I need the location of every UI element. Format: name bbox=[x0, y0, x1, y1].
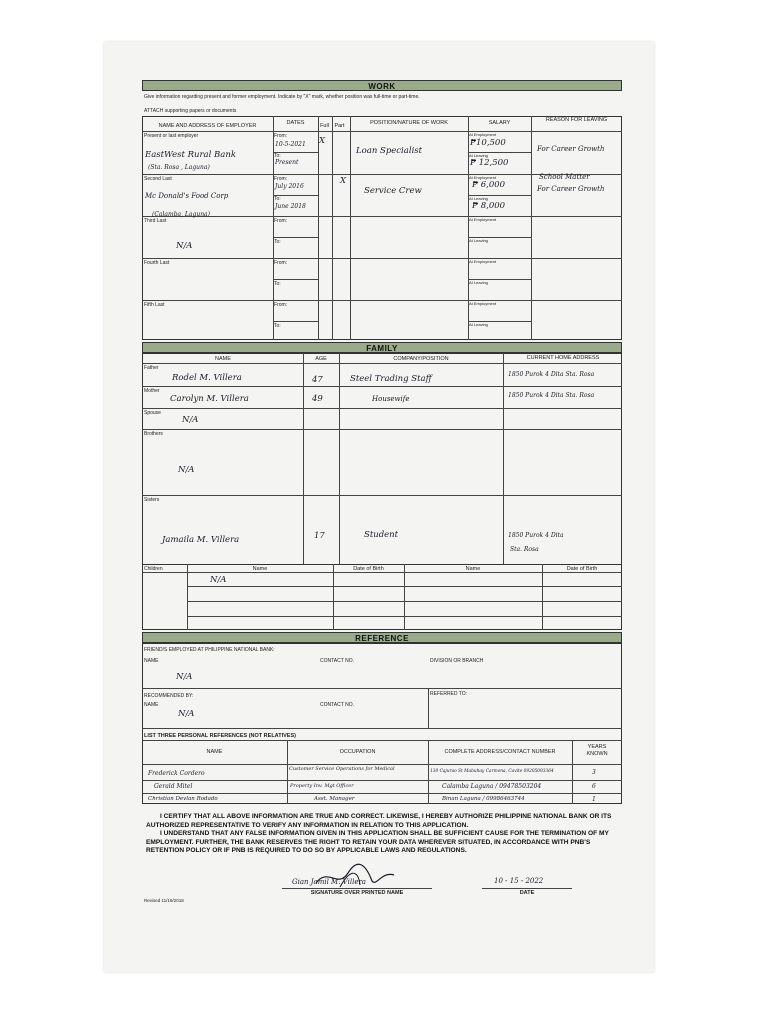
date-label: DATE bbox=[519, 890, 535, 896]
employer-2-from: July 2016 bbox=[275, 183, 304, 190]
at-leaving-label: At Leaving bbox=[469, 153, 488, 158]
application-form bbox=[142, 80, 622, 910]
ref-3-years: 1 bbox=[592, 796, 596, 803]
to-label: To: bbox=[274, 239, 281, 245]
mother-age: 49 bbox=[312, 394, 323, 404]
signature-scribble-icon bbox=[310, 863, 400, 891]
header-part: Part bbox=[334, 123, 345, 129]
from-label: From: bbox=[274, 218, 288, 224]
work-section-header: WORK bbox=[142, 80, 622, 91]
employer-2-name: Mc Donald's Food Corp bbox=[145, 192, 229, 200]
label-mother: Mother bbox=[144, 388, 160, 394]
label-brothers: Brothers bbox=[144, 431, 163, 437]
revised-note: Revised 11/19/2018 bbox=[144, 898, 184, 903]
ref-header-years-2: KNOWN bbox=[586, 751, 608, 757]
family-header-company: COMPANY/POSITION bbox=[393, 356, 449, 362]
father-name: Rodel M. Villera bbox=[172, 373, 242, 383]
employer-3-name: N/A bbox=[176, 241, 193, 251]
recommended-contact-label: CONTACT NO. bbox=[320, 702, 354, 708]
employer-2-to: June 2018 bbox=[275, 203, 306, 210]
employer-1-to: Present bbox=[275, 159, 299, 166]
label-spouse: Spouse bbox=[144, 410, 161, 416]
ref-header-name: NAME bbox=[206, 749, 223, 755]
at-leaving-label: At Leaving bbox=[469, 196, 488, 201]
work-instruction: Give information regarding present and former employment. Indicate by "X" mark, whether position was full-time or part-time. bbox=[144, 94, 420, 100]
ref-1-name: Frederick Cordero bbox=[148, 770, 205, 777]
employer-2-reason-1: School Matter bbox=[539, 173, 590, 181]
at-employment-label: At Employment bbox=[469, 259, 497, 264]
recommended-by-label: RECOMMENDED BY: bbox=[144, 693, 194, 699]
employer-1-from: 10-5-2021 bbox=[275, 141, 306, 148]
children-header-name-2: Name bbox=[465, 566, 481, 572]
employer-2-fulltime-mark: X bbox=[340, 176, 347, 186]
header-reason: REASON FOR LEAVING bbox=[545, 117, 608, 123]
at-leaving-label: At Leaving bbox=[469, 238, 488, 243]
employer-2-address: (Calamba, Laguna) bbox=[152, 211, 210, 218]
at-employment-label: At Employment bbox=[469, 301, 497, 306]
header-position: POSITION/NATURE OF WORK bbox=[370, 120, 448, 126]
employer-2-salary-start: ₱ 6,000 bbox=[472, 180, 506, 190]
sister-name: Jamaila M. Villera bbox=[162, 535, 240, 545]
work-attach-note: ATTACH supporting papers or documents bbox=[144, 108, 237, 114]
sister-company: Student bbox=[364, 530, 399, 540]
employer-1-fulltime-mark: X bbox=[319, 136, 326, 146]
employer-2-salary-end: ₱ 8,000 bbox=[472, 201, 506, 211]
friends-name-label: NAME bbox=[144, 658, 159, 664]
employer-2-reason-2: For Career Growth bbox=[537, 185, 605, 193]
family-header-address: CURRENT HOME ADDRESS bbox=[526, 355, 600, 361]
ref-1-years: 3 bbox=[592, 769, 596, 776]
friends-employed-label: FRIEND/S EMPLOYED AT PHILIPPINE NATIONAL BANK: bbox=[144, 647, 275, 653]
children-header-name: Name bbox=[252, 566, 268, 572]
children-name: N/A bbox=[210, 575, 227, 585]
ref-3-name: Christian Devlan Rodado bbox=[148, 796, 218, 802]
personal-references-title: LIST THREE PERSONAL REFERENCES (NOT RELATIVES) bbox=[144, 733, 296, 739]
friends-contact-label: CONTACT NO. bbox=[320, 658, 354, 664]
ref-2-name: Gerald Mitel bbox=[154, 783, 193, 790]
at-employment-label: At Employment bbox=[469, 217, 497, 222]
row-label-second: Second Last bbox=[144, 176, 172, 182]
certification-text bbox=[146, 813, 618, 856]
sister-address-2: Sta. Rosa bbox=[510, 546, 539, 553]
ref-2-years: 6 bbox=[592, 783, 596, 790]
employer-1-salary-end: ₱ 12,500 bbox=[470, 158, 509, 168]
mother-name: Carolyn M. Villera bbox=[170, 394, 249, 404]
referred-to-label: REFERRED TO: bbox=[430, 691, 468, 697]
family-section-header: FAMILY bbox=[142, 342, 622, 353]
employer-1-address: (Sta. Rosa , Laguna) bbox=[148, 164, 210, 171]
children-table bbox=[142, 564, 622, 630]
label-children: Children bbox=[144, 566, 163, 572]
header-employer: NAME AND ADDRESS OF EMPLOYER bbox=[158, 123, 257, 129]
children-header-dob-2: Date of Birth bbox=[566, 566, 598, 572]
signature-date: 10 - 15 - 2022 bbox=[494, 877, 544, 885]
row-label-third: Third Last bbox=[144, 218, 167, 224]
family-header-age: AGE bbox=[315, 356, 327, 362]
row-label-fourth: Fourth Last bbox=[144, 260, 170, 266]
ref-2-address: Calamba Laguna / 09478503204 bbox=[442, 783, 542, 790]
certification-paragraph-2: I UNDERSTAND THAT ANY FALSE INFORMATION GIVEN IN THIS APPLICATION SHALL BE SUFFICIENT CAUSE FOR THE TERMINATION OF MY EMPLOYMENT. FURTHER, THE BANK RESERVES THE RIGHT TO RETAIN YOUR DATA WHEREVER SITUATED, IN ACCORDANCE WITH PNB'S RETENTION POLICY OR IF PNB IS REQUIRED TO DO SO BY APPLICABLE LAWS AND REGULATIONS. bbox=[146, 830, 609, 855]
reference-section-header: REFERENCE bbox=[142, 632, 622, 643]
employer-1-position: Loan Specialist bbox=[356, 146, 423, 156]
from-label: From: bbox=[274, 133, 288, 139]
mother-address: 1850 Purok 4 Dita Sta. Rosa bbox=[508, 392, 595, 399]
signature-printed-name: Gian Jamil M. Villera bbox=[292, 878, 366, 886]
family-header-name: NAME bbox=[215, 356, 231, 362]
employer-1-reason: For Career Growth bbox=[537, 145, 605, 153]
from-label: From: bbox=[274, 176, 288, 182]
brothers-name: N/A bbox=[178, 465, 195, 475]
from-label: From: bbox=[274, 260, 288, 266]
father-company: Steel Trading Staff bbox=[350, 374, 432, 384]
father-address: 1850 Purok 4 Dita Sta. Rosa bbox=[508, 371, 595, 378]
from-label: From: bbox=[274, 302, 288, 308]
spouse-name: N/A bbox=[182, 415, 199, 425]
ref-1-occupation: Customer Service Operations for Medical bbox=[289, 766, 395, 772]
employer-2-position: Service Crew bbox=[364, 186, 422, 196]
ref-3-address: Binan Laguna / 09986463744 bbox=[442, 796, 525, 802]
label-sisters: Sisters bbox=[144, 497, 160, 503]
ref-header-address: COMPLETE ADDRESS/CONTACT NUMBER bbox=[444, 749, 556, 755]
at-leaving-label: At Leaving bbox=[469, 280, 488, 285]
row-label-fifth: Fifth Last bbox=[144, 302, 165, 308]
header-salary: SALARY bbox=[488, 120, 511, 126]
signature-label: SIGNATURE OVER PRINTED NAME bbox=[310, 890, 404, 896]
at-leaving-label: At Leaving bbox=[469, 322, 488, 327]
employer-1-name: EastWest Rural Bank bbox=[145, 150, 236, 160]
division-branch-label: DIVISION OR BRANCH bbox=[430, 658, 484, 664]
certification-paragraph-1: I CERTIFY THAT ALL ABOVE INFORMATION ARE TRUE AND CORRECT. LIKEWISE, I HEREBY AUTHORIZE PHILIPPINE NATIONAL BANK OR ITS AUTHORIZED REPRESENTATIVE TO VERIFY ANY INFORMATION IN RELATION TO THIS APPLICATION. bbox=[146, 813, 612, 829]
to-label: To: bbox=[274, 196, 281, 202]
children-header-dob: Date of Birth bbox=[353, 566, 384, 572]
father-age: 47 bbox=[312, 375, 323, 385]
to-label: To: bbox=[274, 153, 281, 159]
to-label: To: bbox=[274, 281, 281, 287]
sister-address-1: 1850 Purok 4 Dita bbox=[508, 532, 564, 539]
header-dates: DATES bbox=[286, 120, 305, 126]
ref-1-address: 130 Cajurao St Mabuhay Carmona, Cavite 09205093364 bbox=[430, 769, 554, 774]
mother-company: Housewife bbox=[372, 395, 410, 403]
header-full: Full bbox=[320, 123, 329, 129]
employer-1-salary-start: ₱10,500 bbox=[470, 138, 506, 148]
friends-value: N/A bbox=[176, 672, 193, 682]
recommended-name-label: NAME bbox=[144, 702, 159, 708]
ref-2-occupation: Property Inv. Mgt Officer bbox=[290, 783, 354, 789]
to-label: To: bbox=[274, 323, 281, 329]
sister-age: 17 bbox=[314, 531, 325, 541]
ref-header-years-1: YEARS bbox=[587, 744, 607, 750]
ref-3-occupation: Asst. Manager bbox=[314, 796, 355, 802]
recommended-value: N/A bbox=[178, 709, 195, 719]
row-label-present: Present or last employer bbox=[144, 133, 199, 139]
label-father: Father bbox=[144, 365, 159, 371]
at-employment-label: At Employment bbox=[469, 175, 497, 180]
at-employment-label: At Employment bbox=[469, 132, 497, 137]
ref-header-occupation: OCCUPATION bbox=[339, 749, 376, 755]
